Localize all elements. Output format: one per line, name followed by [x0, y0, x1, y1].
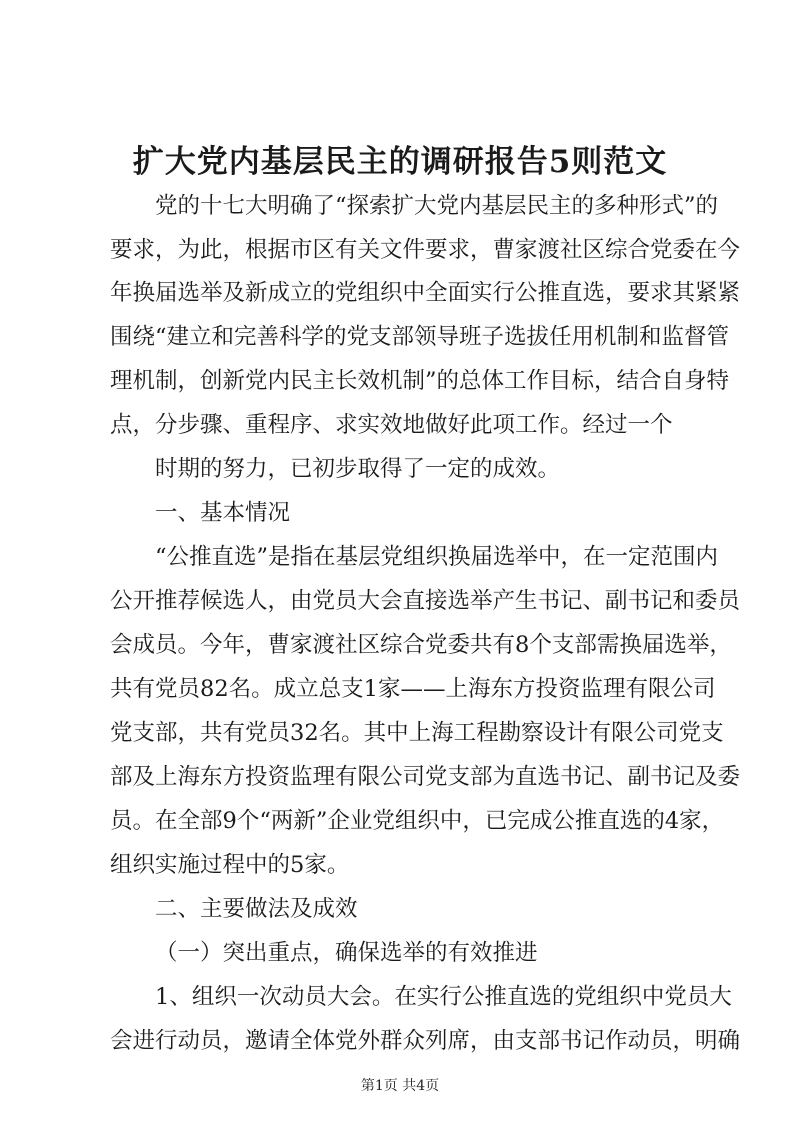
paragraph-line: 组织实施过程中的5家。: [110, 852, 350, 878]
paragraph-line: 理机制，创新党内民主长效机制”的总体工作目标，结合自身特: [110, 368, 730, 394]
paragraph-line: 共有党员82名。成立总支1家——上海东方投资监理有限公司: [110, 676, 716, 702]
paragraph-line: 要求，为此，根据市区有关文件要求，曹家渡社区综合党委在今: [110, 237, 741, 263]
paragraph-line: 员。在全部9个“两新”企业党组织中，已完成公推直选的4家，: [110, 808, 725, 834]
subsection-heading: （一）突出重点，确保选举的有效推进: [155, 940, 538, 966]
paragraph-line: 公开推荐候选人，由党员大会直接选举产生书记、副书记和委员: [110, 588, 741, 614]
paragraph-line: 1、组织一次动员大会。在实行公推直选的党组织中党员大: [155, 984, 732, 1010]
page-number: 第1页 共4页: [360, 1078, 440, 1094]
paragraph-line: 党的十七大明确了“探索扩大党内基层民主的多种形式”的: [155, 193, 719, 219]
paragraph-line: 点，分步骤、重程序、求实效地做好此项工作。经过一个: [110, 412, 673, 438]
section-heading: 一、基本情况: [155, 500, 291, 526]
document-title: 扩大党内基层民主的调研报告5则范文: [132, 144, 668, 180]
paragraph-line: 时期的努力，已初步取得了一定的成效。: [155, 456, 561, 482]
paragraph-line: 年换届选举及新成立的党组织中全面实行公推直选，要求其紧紧: [110, 280, 741, 306]
paragraph-line: “公推直选”是指在基层党组织换届选举中，在一定范围内: [155, 544, 719, 570]
paragraph-line: 部及上海东方投资监理有限公司党支部为直选书记、副书记及委: [110, 764, 741, 790]
paragraph-line: 会成员。今年，曹家渡社区综合党委共有8个支部需换届选举，: [110, 632, 732, 658]
paragraph-line: 党支部，共有党员32名。其中上海工程勘察设计有限公司党支: [110, 720, 724, 746]
section-heading: 二、主要做法及成效: [155, 896, 358, 922]
paragraph-line: 会进行动员，邀请全体党外群众列席，由支部书记作动员，明确: [110, 1028, 741, 1054]
paragraph-line: 围绕“建立和完善科学的党支部领导班子选拔任用机制和监督管: [110, 324, 730, 350]
